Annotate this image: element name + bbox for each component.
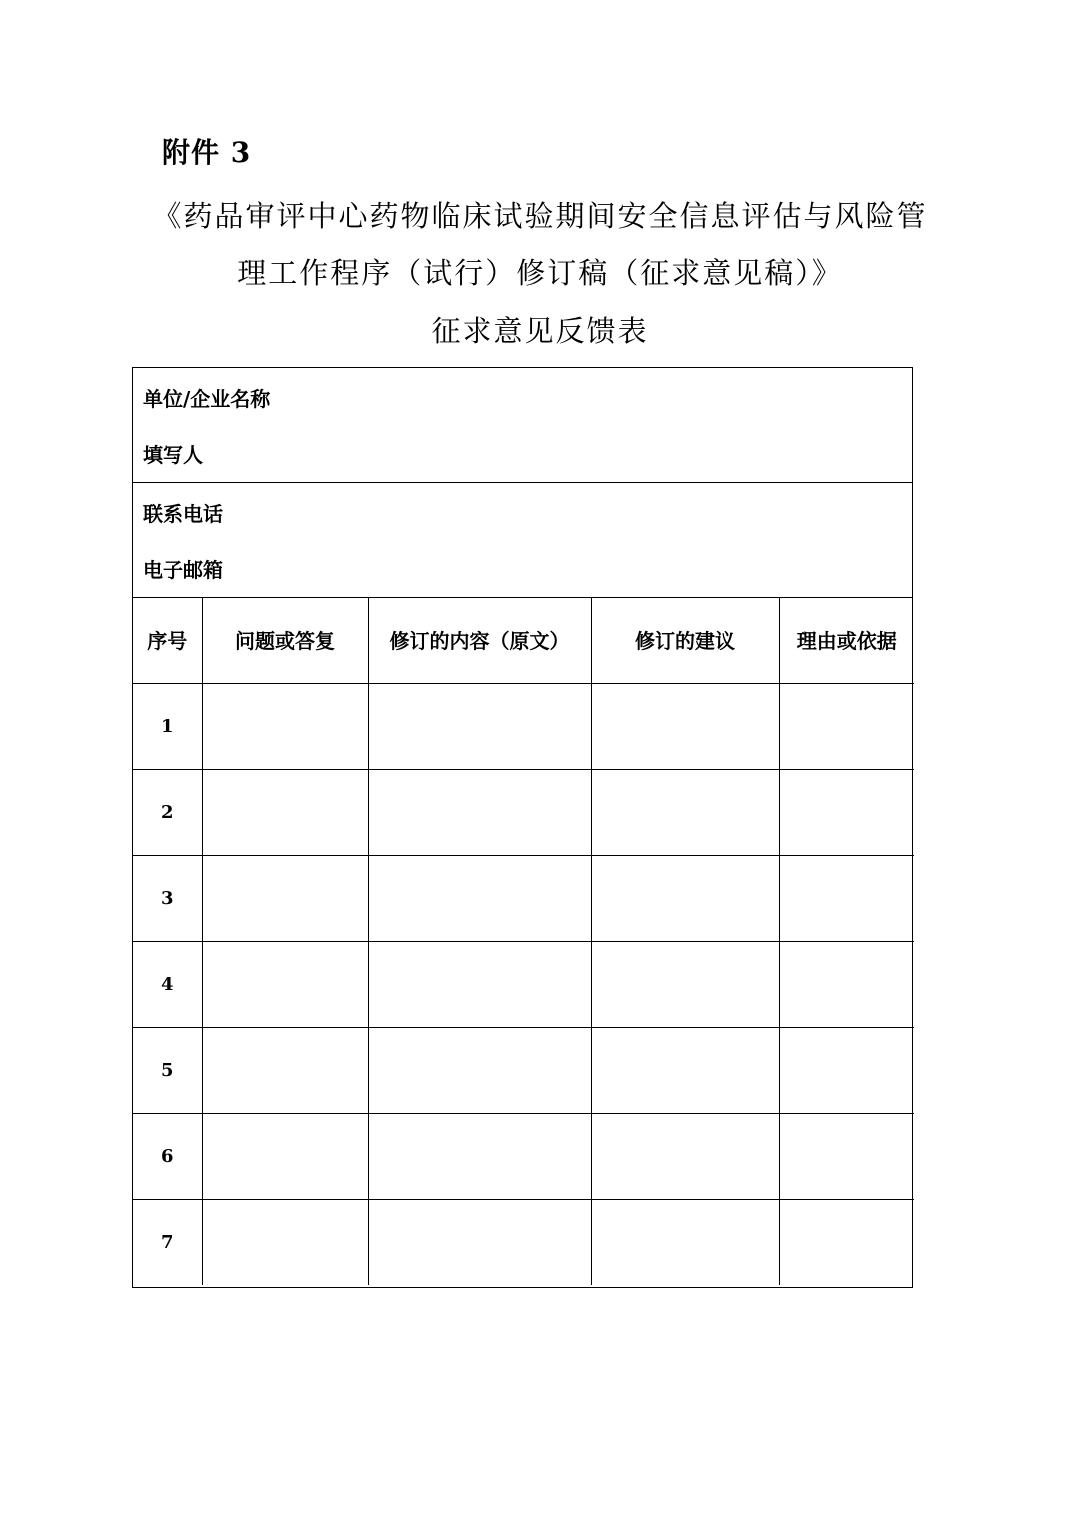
- row-number: 3: [133, 855, 202, 941]
- original-content-cell[interactable]: [368, 769, 591, 855]
- header-suggestion: 修订的建议: [591, 597, 779, 683]
- suggestion-cell[interactable]: [591, 855, 779, 941]
- table-row: [133, 769, 914, 855]
- email-label: 电子邮箱: [143, 558, 223, 582]
- header-reason: 理由或依据: [779, 597, 914, 683]
- reason-cell[interactable]: [779, 855, 914, 941]
- document-title-line-1: 《药品审评中心药物临床试验期间安全信息评估与风险管: [152, 199, 928, 233]
- question-cell[interactable]: [202, 855, 368, 941]
- table-header-row: [133, 597, 914, 683]
- feedback-table: [133, 597, 914, 1285]
- original-content-cell[interactable]: [368, 1027, 591, 1113]
- suggestion-cell[interactable]: [591, 1027, 779, 1113]
- row-number: 5: [133, 1027, 202, 1113]
- original-content-cell[interactable]: [368, 1113, 591, 1199]
- suggestion-cell[interactable]: [591, 683, 779, 769]
- attachment-label: 附件 3: [162, 136, 252, 169]
- question-cell[interactable]: [202, 683, 368, 769]
- row-number: 2: [133, 769, 202, 855]
- original-content-cell[interactable]: [368, 941, 591, 1027]
- reason-cell[interactable]: [779, 941, 914, 1027]
- question-cell[interactable]: [202, 769, 368, 855]
- original-content-cell[interactable]: [368, 855, 591, 941]
- row-number: 6: [133, 1113, 202, 1199]
- question-cell[interactable]: [202, 1113, 368, 1199]
- org-name-label: 单位/企业名称: [143, 387, 271, 411]
- question-cell[interactable]: [202, 1199, 368, 1285]
- table-row: [133, 683, 914, 769]
- original-content-cell[interactable]: [368, 683, 591, 769]
- suggestion-cell[interactable]: [591, 1113, 779, 1199]
- original-content-cell[interactable]: [368, 1199, 591, 1285]
- table-row: [133, 1113, 914, 1199]
- table-row: [133, 941, 914, 1027]
- suggestion-cell[interactable]: [591, 941, 779, 1027]
- table-row: [133, 855, 914, 941]
- row-number: 1: [133, 683, 202, 769]
- header-question: 问题或答复: [202, 597, 368, 683]
- row-number: 4: [133, 941, 202, 1027]
- document-title-line-2: 理工作程序（试行）修订稿（征求意见稿）》: [237, 256, 843, 290]
- contact-info-block: [133, 483, 912, 598]
- feedback-form: [132, 367, 913, 1288]
- reason-cell[interactable]: [779, 1027, 914, 1113]
- reason-cell[interactable]: [779, 1199, 914, 1285]
- table-row: [133, 1027, 914, 1113]
- suggestion-cell[interactable]: [591, 1199, 779, 1285]
- header-original-content: 修订的内容（原文）: [368, 597, 591, 683]
- row-number: 7: [133, 1199, 202, 1285]
- header-serial: 序号: [133, 597, 202, 683]
- reason-cell[interactable]: [779, 683, 914, 769]
- document-subtitle: 征求意见反馈表: [431, 314, 649, 348]
- filler-label: 填写人: [143, 443, 203, 467]
- org-info-block: [133, 368, 912, 483]
- question-cell[interactable]: [202, 1027, 368, 1113]
- suggestion-cell[interactable]: [591, 769, 779, 855]
- question-cell[interactable]: [202, 941, 368, 1027]
- reason-cell[interactable]: [779, 1113, 914, 1199]
- phone-label: 联系电话: [143, 502, 223, 526]
- table-row: [133, 1199, 914, 1285]
- reason-cell[interactable]: [779, 769, 914, 855]
